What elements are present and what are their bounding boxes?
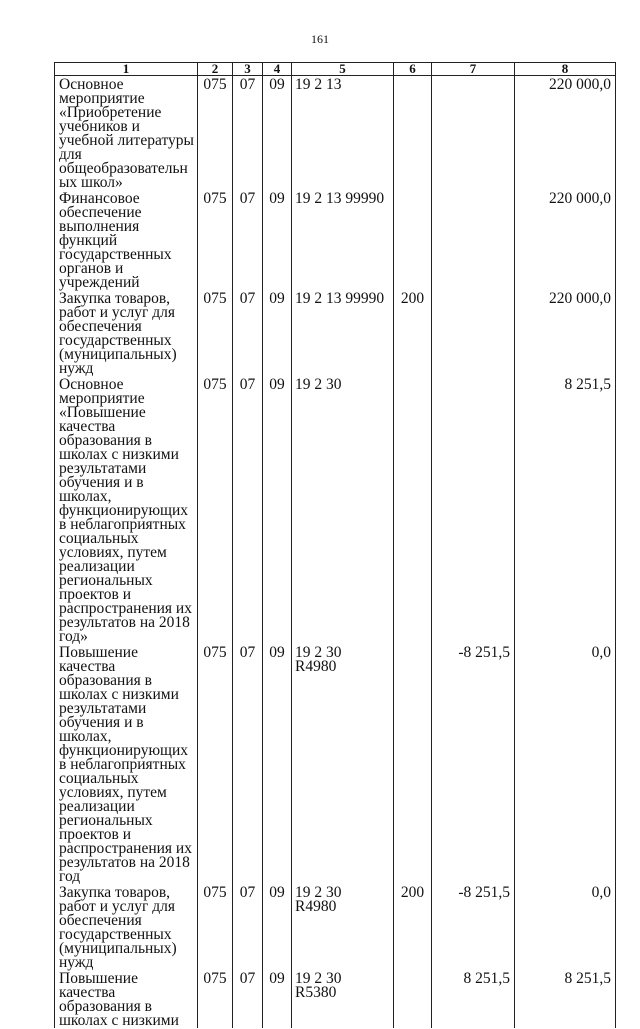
- page-number: 161: [311, 32, 329, 46]
- row-total-amount: 8 251,5: [515, 376, 616, 644]
- row-change-amount: -8 251,5: [432, 884, 515, 970]
- row-name: Основное мероприятие «Повышение качества образования в школах с низкими результатами обучения и в школах, функционирующих в неблагоприятных социальных условиях, путем реализации региональных проектов и распространения их результатов на 2018 год»: [55, 376, 198, 644]
- row-name: Повышение качества образования в школах с низкими: [55, 970, 198, 1028]
- row-change-amount: [432, 190, 515, 290]
- row-expense-type: [394, 644, 432, 884]
- row-subsection-code: 09: [263, 644, 292, 884]
- row-total-amount: 0,0: [515, 884, 616, 970]
- column-header-3: 3: [233, 63, 263, 76]
- row-ministry-code: 075: [198, 190, 233, 290]
- row-ministry-code: 075: [198, 290, 233, 376]
- row-target-code: 19 2 13: [292, 76, 394, 191]
- column-header-6: 6: [394, 63, 432, 76]
- row-expense-type: 200: [394, 290, 432, 376]
- row-section-code: 07: [233, 190, 263, 290]
- row-ministry-code: 075: [198, 644, 233, 884]
- row-name: Закупка товаров, работ и услуг для обеспечения государственных (муниципальных) нужд: [55, 884, 198, 970]
- table-row: [55, 290, 616, 376]
- row-expense-type: 200: [394, 884, 432, 970]
- column-header-4: 4: [263, 63, 292, 76]
- row-expense-type: [394, 76, 432, 191]
- row-change-amount: 8 251,5: [432, 970, 515, 1028]
- row-target-code: 19 2 13 99990: [292, 290, 394, 376]
- row-name: Основное мероприятие «Приобретение учебников и учебной литературы для общеобразовательных школ»: [55, 76, 198, 191]
- row-change-amount: -8 251,5: [432, 644, 515, 884]
- table-row: [55, 970, 616, 1028]
- row-expense-type: [394, 376, 432, 644]
- row-change-amount: [432, 76, 515, 191]
- column-header-1: 1: [55, 63, 198, 76]
- table-header-row: [55, 63, 616, 76]
- row-target-code: 19 2 13 99990: [292, 190, 394, 290]
- column-header-7: 7: [432, 63, 515, 76]
- row-section-code: 07: [233, 884, 263, 970]
- row-ministry-code: 075: [198, 376, 233, 644]
- row-ministry-code: 075: [198, 76, 233, 191]
- row-subsection-code: 09: [263, 190, 292, 290]
- row-target-code: 19 2 30 R5380: [292, 970, 394, 1028]
- row-name: Повышение качества образования в школах с низкими результатами обучения и в школах, функционирующих в неблагоприятных социальных условиях, путем реализации региональных проектов и распространения их результатов на 2018 год: [55, 644, 198, 884]
- column-header-2: 2: [198, 63, 233, 76]
- row-subsection-code: 09: [263, 970, 292, 1028]
- table-row: [55, 644, 616, 884]
- row-total-amount: 220 000,0: [515, 76, 616, 191]
- row-target-code: 19 2 30 R4980: [292, 644, 394, 884]
- table-row: [55, 884, 616, 970]
- row-total-amount: 0,0: [515, 644, 616, 884]
- row-target-code: 19 2 30: [292, 376, 394, 644]
- column-header-5: 5: [292, 63, 394, 76]
- row-subsection-code: 09: [263, 376, 292, 644]
- row-subsection-code: 09: [263, 884, 292, 970]
- row-name: Финансовое обеспечение выполнения функций государственных органов и учреждений: [55, 190, 198, 290]
- row-section-code: 07: [233, 290, 263, 376]
- row-ministry-code: 075: [198, 970, 233, 1028]
- row-change-amount: [432, 376, 515, 644]
- budget-table: [54, 62, 616, 1028]
- row-change-amount: [432, 290, 515, 376]
- row-ministry-code: 075: [198, 884, 233, 970]
- row-section-code: 07: [233, 970, 263, 1028]
- row-total-amount: 220 000,0: [515, 190, 616, 290]
- row-target-code: 19 2 30 R4980: [292, 884, 394, 970]
- row-subsection-code: 09: [263, 290, 292, 376]
- row-section-code: 07: [233, 76, 263, 191]
- row-section-code: 07: [233, 376, 263, 644]
- row-expense-type: [394, 970, 432, 1028]
- row-total-amount: 220 000,0: [515, 290, 616, 376]
- row-section-code: 07: [233, 644, 263, 884]
- table-row: [55, 190, 616, 290]
- row-subsection-code: 09: [263, 76, 292, 191]
- table-row: [55, 76, 616, 191]
- row-name: Закупка товаров, работ и услуг для обеспечения государственных (муниципальных) нужд: [55, 290, 198, 376]
- row-total-amount: 8 251,5: [515, 970, 616, 1028]
- row-expense-type: [394, 190, 432, 290]
- column-header-8: 8: [515, 63, 616, 76]
- table-row: [55, 376, 616, 644]
